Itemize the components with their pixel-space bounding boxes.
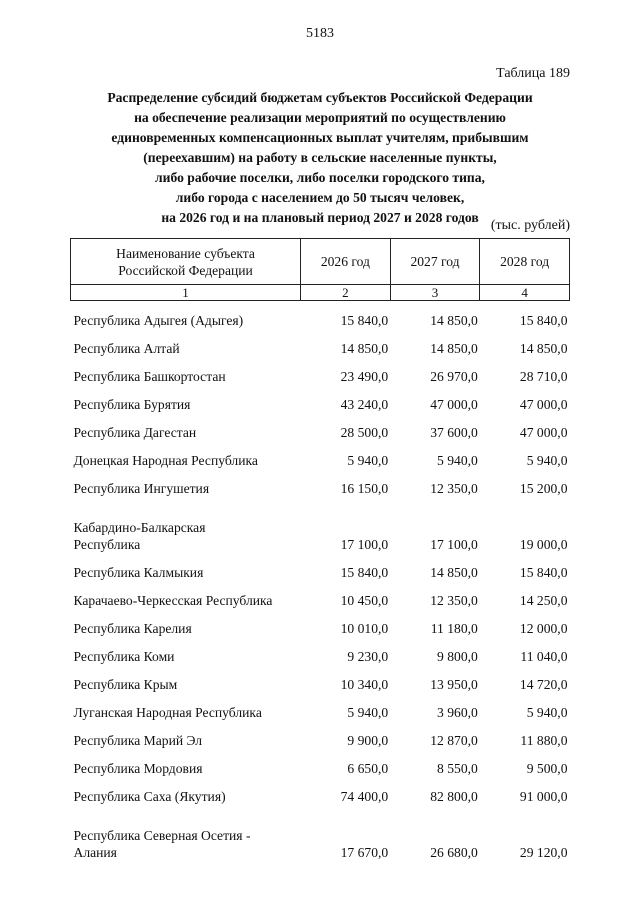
value-2028: 91 000,0	[519, 789, 568, 804]
region-name: Республика Дагестан	[73, 425, 197, 440]
value-2026: 10 010,0	[340, 621, 389, 636]
region-name	[71, 805, 301, 861]
column-header-2026: 2026 год	[301, 239, 391, 285]
title-line: Распределение субсидий бюджетам субъектов Российской Федерации	[107, 90, 533, 105]
column-number: 2	[301, 285, 391, 301]
table-label: Таблица 189	[496, 66, 570, 81]
value-2027: 8 550,0	[437, 761, 478, 776]
value-2028: 29 120,0	[519, 845, 568, 860]
region-name: Республика Алтай	[73, 341, 180, 356]
title-line: (переехавшим) на работу в сельские населенные пункты,	[143, 150, 497, 165]
value-2028: 14 250,0	[519, 593, 568, 608]
table-row	[71, 357, 570, 385]
region-name: Республика Мордовия	[73, 761, 203, 776]
region-name-line: Алания	[73, 845, 117, 860]
value-2028: 47 000,0	[519, 425, 568, 440]
value-2027: 82 800,0	[430, 789, 478, 804]
column-number-row	[71, 285, 570, 301]
column-header-2027: 2027 год	[390, 239, 480, 285]
region-name: Луганская Народная Республика	[73, 705, 262, 720]
value-2026: 14 850,0	[340, 341, 389, 356]
value-2026: 28 500,0	[340, 425, 389, 440]
value-2027: 12 350,0	[430, 481, 478, 496]
column-header-name-line: Российской Федерации	[118, 262, 253, 278]
value-2028: 47 000,0	[519, 397, 568, 412]
value-2027: 12 350,0	[430, 593, 478, 608]
value-2027: 14 850,0	[430, 313, 478, 328]
value-2026: 15 840,0	[340, 313, 389, 328]
value-2028: 15 200,0	[519, 481, 568, 496]
value-2026: 10 450,0	[340, 593, 389, 608]
table-row	[71, 301, 570, 330]
value-2027: 14 850,0	[430, 341, 478, 356]
value-2027: 47 000,0	[430, 397, 478, 412]
page-number: 5183	[306, 26, 334, 41]
value-2026: 15 840,0	[340, 565, 389, 580]
value-2028: 14 720,0	[519, 677, 568, 692]
value-2028: 15 840,0	[519, 313, 568, 328]
value-2028: 5 940,0	[526, 453, 568, 468]
value-2028: 28 710,0	[519, 369, 568, 384]
table-row	[71, 609, 570, 637]
value-2026: 17 100,0	[340, 537, 389, 552]
table-row	[71, 805, 570, 861]
value-2027: 3 960,0	[437, 705, 478, 720]
title-line: на обеспечение реализации мероприятий по осуществлению	[134, 110, 506, 125]
unit-label: (тыс. рублей)	[490, 218, 570, 233]
title-line: на 2026 год и на плановый период 2027 и 2028 годов	[161, 210, 479, 225]
value-2028: 15 840,0	[519, 565, 568, 580]
subsidy-table	[70, 238, 570, 861]
table-row	[71, 469, 570, 497]
value-2028: 12 000,0	[519, 621, 568, 636]
column-header-name	[71, 239, 301, 285]
table-row	[71, 441, 570, 469]
value-2027: 37 600,0	[430, 425, 478, 440]
header-row	[71, 239, 570, 285]
region-name-line: Республика	[73, 537, 141, 552]
value-2027: 5 940,0	[437, 453, 478, 468]
region-name: Республика Коми	[73, 649, 175, 664]
table-row	[71, 777, 570, 805]
value-2026: 43 240,0	[340, 397, 389, 412]
region-name	[71, 497, 301, 553]
region-name: Донецкая Народная Республика	[73, 453, 258, 468]
region-name-line: Республика Северная Осетия -	[73, 828, 251, 843]
value-2027: 26 680,0	[430, 845, 478, 860]
table-row	[71, 693, 570, 721]
column-header-name-line: Наименование субъекта	[116, 245, 255, 261]
table-row	[71, 721, 570, 749]
column-number: 1	[71, 285, 301, 301]
region-name: Республика Бурятия	[73, 397, 191, 412]
title-line: либо города с населением до 50 тысяч человек,	[175, 190, 465, 205]
column-number: 3	[390, 285, 480, 301]
value-2027: 13 950,0	[430, 677, 478, 692]
value-2028: 11 880,0	[520, 733, 568, 748]
value-2028: 9 500,0	[526, 761, 568, 776]
region-name: Республика Башкортостан	[73, 369, 226, 384]
region-name: Республика Крым	[73, 677, 178, 692]
table-row	[71, 497, 570, 553]
table-row	[71, 385, 570, 413]
region-name: Республика Саха (Якутия)	[73, 789, 226, 804]
value-2026: 5 940,0	[347, 453, 389, 468]
value-2026: 17 670,0	[340, 845, 389, 860]
value-2026: 6 650,0	[347, 761, 389, 776]
value-2028: 11 040,0	[520, 649, 568, 664]
region-name-line: Кабардино-Балкарская	[73, 520, 206, 535]
value-2027: 11 180,0	[430, 621, 478, 636]
table-row	[71, 749, 570, 777]
table-row	[71, 553, 570, 581]
region-name: Карачаево-Черкесская Республика	[73, 593, 273, 608]
region-name: Республика Карелия	[73, 621, 192, 636]
value-2027: 14 850,0	[430, 565, 478, 580]
value-2027: 9 800,0	[437, 649, 478, 664]
table-row	[71, 413, 570, 441]
region-name: Республика Ингушетия	[73, 481, 210, 496]
value-2026: 9 900,0	[347, 733, 389, 748]
value-2026: 74 400,0	[340, 789, 389, 804]
value-2028: 5 940,0	[526, 705, 568, 720]
value-2028: 14 850,0	[519, 341, 568, 356]
value-2026: 23 490,0	[340, 369, 389, 384]
region-name: Республика Калмыкия	[73, 565, 204, 580]
value-2026: 5 940,0	[347, 705, 389, 720]
column-number: 4	[480, 285, 570, 301]
table-row	[71, 329, 570, 357]
value-2027: 26 970,0	[430, 369, 478, 384]
table-row	[71, 665, 570, 693]
region-name: Республика Адыгея (Адыгея)	[73, 313, 244, 328]
document-title	[70, 88, 570, 228]
value-2027: 17 100,0	[430, 537, 478, 552]
value-2028: 19 000,0	[519, 537, 568, 552]
table-row	[71, 637, 570, 665]
value-2026: 9 230,0	[347, 649, 389, 664]
region-name: Республика Марий Эл	[73, 733, 203, 748]
title-line: единовременных компенсационных выплат учителям, прибывшим	[111, 130, 529, 145]
table-row	[71, 581, 570, 609]
column-header-2028: 2028 год	[480, 239, 570, 285]
value-2026: 10 340,0	[340, 677, 389, 692]
value-2027: 12 870,0	[430, 733, 478, 748]
title-line: либо рабочие поселки, либо поселки городского типа,	[155, 170, 485, 185]
value-2026: 16 150,0	[340, 481, 389, 496]
